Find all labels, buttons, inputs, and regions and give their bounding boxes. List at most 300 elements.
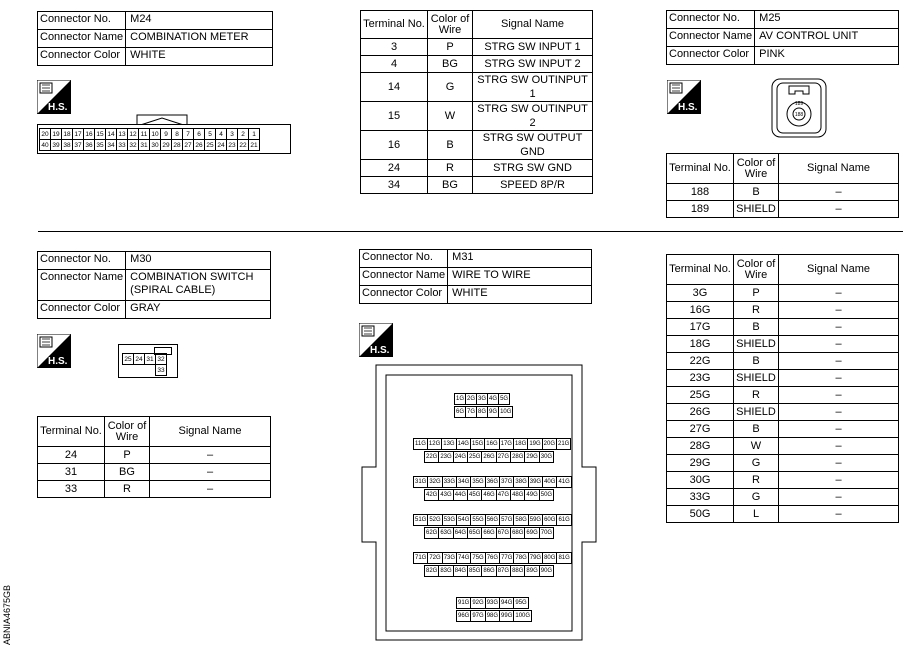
wire-color-cell: BG — [428, 56, 473, 73]
terminal-cell: 14 — [361, 73, 428, 102]
pin: 71G — [413, 552, 428, 564]
pin: 76G — [485, 552, 500, 564]
wire-color-cell: W — [428, 102, 473, 131]
pin: 19G — [527, 438, 542, 450]
pin: 17 — [74, 130, 82, 138]
pin: 29 — [162, 141, 170, 149]
wire-color-cell: R — [734, 302, 779, 319]
pin: 31G — [413, 476, 428, 488]
pin: 25 — [206, 141, 214, 149]
pin: 88G — [510, 565, 525, 577]
signal-name-cell: – — [779, 336, 899, 353]
pin: 22 — [239, 141, 247, 149]
table-row — [667, 438, 899, 455]
pin: 8 — [172, 129, 183, 140]
pin: 15 — [96, 130, 104, 138]
col-terminal: Terminal No. — [38, 417, 105, 447]
wire-color-cell: SHIELD — [734, 404, 779, 421]
pin: 24 — [217, 141, 225, 149]
col-color: Color of Wire — [105, 417, 150, 447]
pin: 89G — [524, 565, 539, 577]
hs-harness-icon — [37, 80, 71, 114]
pin: 11G — [413, 438, 428, 450]
info-label: Connector Color — [667, 47, 755, 65]
pin: 95G — [513, 597, 528, 609]
pin: 49G — [524, 489, 539, 501]
wire-color-cell: B — [734, 319, 779, 336]
wire-color-cell: B — [734, 184, 779, 201]
pin: 39G — [528, 476, 543, 488]
pin: 54G — [456, 514, 471, 526]
signal-name-cell: – — [779, 438, 899, 455]
pin: 23 — [228, 141, 236, 149]
pin: 24 — [135, 355, 143, 363]
terminal-cell: 18G — [667, 336, 734, 353]
signal-name-cell: – — [779, 285, 899, 302]
signal-name-cell: STRG SW OUTINPUT 1 — [473, 73, 593, 102]
pin: 33 — [157, 366, 165, 374]
pin: 6G — [454, 406, 466, 418]
info-value: M25 — [755, 11, 899, 29]
col-color: Color of Wire — [734, 154, 779, 184]
pin: 27 — [184, 141, 192, 149]
signal-name-cell: – — [150, 447, 271, 464]
pin: 51G — [413, 514, 428, 526]
col-signal: Signal Name — [473, 11, 593, 39]
pin: 13G — [441, 438, 456, 450]
pin-row — [424, 521, 553, 539]
wire-color-cell: P — [428, 39, 473, 56]
pin: 36G — [485, 476, 500, 488]
table-row — [667, 336, 899, 353]
terminal-cell: 24 — [361, 160, 428, 177]
terminal-cell: 33 — [38, 481, 105, 498]
wire-color-cell: R — [428, 160, 473, 177]
terminal-cell: 188 — [667, 184, 734, 201]
terminal-cell: 29G — [667, 455, 734, 472]
pin: 86G — [481, 565, 496, 577]
wire-color-cell: R — [105, 481, 150, 498]
terminal-cell: 34 — [361, 177, 428, 194]
hs-harness-icon — [359, 323, 393, 357]
table-row — [667, 489, 899, 506]
pin: 73G — [442, 552, 457, 564]
pin: 93G — [485, 597, 500, 609]
info-label: Connector No. — [667, 11, 755, 29]
pin: 4 — [216, 129, 227, 140]
pin: 37G — [499, 476, 514, 488]
info-value: COMBINATION SWITCH (SPIRAL CABLE) — [126, 270, 271, 301]
pin: 58G — [513, 514, 528, 526]
info-value: WHITE — [126, 48, 273, 66]
pin: 25 — [124, 355, 132, 363]
pin: 28G — [510, 451, 525, 463]
signal-name-cell: – — [779, 184, 899, 201]
pin: 1G — [454, 393, 466, 405]
wire-color-cell: W — [734, 438, 779, 455]
col-terminal: Terminal No. — [667, 154, 734, 184]
info-value: PINK — [755, 47, 899, 65]
pin: 14G — [456, 438, 471, 450]
terminal-cell: 17G — [667, 319, 734, 336]
pin: 24G — [453, 451, 468, 463]
pin: 92G — [470, 597, 485, 609]
pin: 23G — [438, 451, 453, 463]
pin: 94G — [499, 597, 514, 609]
table-row — [361, 131, 593, 160]
pin: 97G — [470, 610, 485, 622]
pin: 14 — [107, 130, 115, 138]
hs-harness-icon — [667, 80, 701, 114]
info-value: COMBINATION METER — [126, 30, 273, 48]
pin: 50G — [539, 489, 554, 501]
table-row — [38, 481, 271, 498]
pin: 8G — [476, 406, 488, 418]
pin: 98G — [485, 610, 500, 622]
terminal-table-m24 — [360, 10, 593, 194]
wire-color-cell: G — [734, 489, 779, 506]
pin-row — [424, 445, 553, 463]
connector-face-m31 — [360, 362, 598, 644]
pin: 37 — [74, 141, 82, 149]
connector-info-m25 — [666, 10, 899, 65]
pin: 3 — [227, 129, 238, 140]
signal-name-cell: – — [779, 489, 899, 506]
signal-name-cell: – — [779, 201, 899, 218]
terminal-cell: 23G — [667, 370, 734, 387]
pin: 52G — [427, 514, 442, 526]
terminal-table-m25 — [666, 153, 899, 218]
signal-name-cell: – — [150, 481, 271, 498]
pin: 17G — [499, 438, 514, 450]
pin-188: 188 — [794, 112, 804, 118]
pin: 57G — [499, 514, 514, 526]
pin: 83G — [438, 565, 453, 577]
hs-label: H.S. — [48, 356, 68, 367]
pin: 100G — [513, 610, 532, 622]
pin: 16 — [85, 130, 93, 138]
pin: 53G — [442, 514, 457, 526]
table-row — [667, 421, 899, 438]
pin: 7 — [183, 129, 194, 140]
pin: 72G — [427, 552, 442, 564]
connector-info-m31 — [359, 249, 592, 304]
pin: 55G — [470, 514, 485, 526]
pin: 2 — [238, 129, 249, 140]
pin: 80G — [542, 552, 557, 564]
wire-color-cell: BG — [105, 464, 150, 481]
section-divider — [38, 231, 903, 232]
table-row — [38, 447, 271, 464]
terminal-cell: 15 — [361, 102, 428, 131]
table-row — [667, 472, 899, 489]
pin: 39 — [52, 141, 60, 149]
pin: 16G — [484, 438, 499, 450]
pin: 3G — [476, 393, 488, 405]
pin-row — [454, 400, 512, 418]
pin: 40G — [542, 476, 557, 488]
wire-color-cell: R — [734, 387, 779, 404]
connector-face-m25 — [771, 78, 827, 138]
signal-name-cell: SPEED 8P/R — [473, 177, 593, 194]
terminal-cell: 25G — [667, 387, 734, 404]
pin: 45G — [467, 489, 482, 501]
pin: 32 — [157, 355, 165, 363]
figure-code: ABNIA4675GB — [2, 585, 12, 646]
table-row — [667, 370, 899, 387]
wire-color-cell: R — [734, 472, 779, 489]
pin: 13 — [118, 130, 126, 138]
wire-color-cell: L — [734, 506, 779, 523]
pin: 5G — [498, 393, 510, 405]
table-row — [667, 302, 899, 319]
terminal-cell: 31 — [38, 464, 105, 481]
info-label: Connector Color — [38, 301, 126, 319]
pin: 12 — [129, 130, 137, 138]
pin: 62G — [424, 527, 439, 539]
signal-name-cell: – — [779, 404, 899, 421]
pin: 6 — [194, 129, 205, 140]
pin: 11 — [139, 129, 150, 140]
pin: 9 — [161, 129, 172, 140]
wire-color-cell: B — [734, 353, 779, 370]
wire-color-cell: G — [428, 73, 473, 102]
col-signal: Signal Name — [779, 255, 899, 285]
pin: 90G — [539, 565, 554, 577]
pin: 10 — [151, 130, 159, 138]
pin: 5 — [205, 129, 216, 140]
table-row — [667, 404, 899, 421]
pin: 38G — [513, 476, 528, 488]
terminal-cell: 33G — [667, 489, 734, 506]
table-row — [361, 177, 593, 194]
info-label: Connector Color — [360, 286, 448, 304]
info-value: WIRE TO WIRE — [448, 268, 592, 286]
table-row — [361, 102, 593, 131]
table-row — [667, 285, 899, 302]
table-row — [667, 455, 899, 472]
wire-color-cell: SHIELD — [734, 201, 779, 218]
terminal-cell: 3G — [667, 285, 734, 302]
col-terminal: Terminal No. — [667, 255, 734, 285]
table-row — [361, 160, 593, 177]
pin: 30G — [539, 451, 554, 463]
terminal-cell: 16 — [361, 131, 428, 160]
terminal-table-m31 — [666, 254, 899, 523]
pin: 1 — [249, 129, 260, 140]
pin: 48G — [510, 489, 525, 501]
terminal-cell: 4 — [361, 56, 428, 73]
signal-name-cell: – — [779, 353, 899, 370]
hs-label: H.S. — [678, 102, 698, 113]
pin: 79G — [528, 552, 543, 564]
info-label: Connector Name — [360, 268, 448, 286]
info-label: Connector Color — [38, 48, 126, 66]
pin: 33G — [442, 476, 457, 488]
hs-label: H.S. — [370, 345, 390, 356]
pin: 18G — [513, 438, 528, 450]
pin: 26 — [195, 141, 203, 149]
signal-name-cell: – — [779, 421, 899, 438]
pin: 21G — [556, 438, 571, 450]
signal-name-cell: – — [779, 302, 899, 319]
pin-grid-m24 — [39, 128, 260, 151]
pin: 66G — [481, 527, 496, 539]
pin: 61G — [556, 514, 571, 526]
signal-name-cell: – — [779, 455, 899, 472]
pin: 67G — [496, 527, 511, 539]
terminal-cell: 3 — [361, 39, 428, 56]
table-row — [667, 319, 899, 336]
pin: 28 — [173, 141, 181, 149]
signal-name-cell: – — [150, 464, 271, 481]
table-row — [361, 56, 593, 73]
pin: 84G — [453, 565, 468, 577]
col-signal: Signal Name — [779, 154, 899, 184]
pin: 4G — [487, 393, 499, 405]
pin: 46G — [481, 489, 496, 501]
pin: 35G — [470, 476, 485, 488]
wire-color-cell: B — [734, 421, 779, 438]
hs-harness-icon — [37, 334, 71, 368]
pin: 78G — [513, 552, 528, 564]
pin: 25G — [467, 451, 482, 463]
pin: 59G — [528, 514, 543, 526]
table-row — [667, 201, 899, 218]
pin: 65G — [467, 527, 482, 539]
pin: 34G — [456, 476, 471, 488]
pin: 43G — [438, 489, 453, 501]
signal-name-cell: STRG SW INPUT 1 — [473, 39, 593, 56]
signal-name-cell: – — [779, 370, 899, 387]
pin: 26G — [481, 451, 496, 463]
signal-name-cell: STRG SW INPUT 2 — [473, 56, 593, 73]
terminal-cell: 50G — [667, 506, 734, 523]
info-value: WHITE — [448, 286, 592, 304]
col-signal: Signal Name — [150, 417, 271, 447]
pin: 10G — [498, 406, 513, 418]
wire-color-cell: SHIELD — [734, 370, 779, 387]
pin-189: 189 — [794, 101, 804, 107]
pin: 2G — [465, 393, 477, 405]
pin: 22G — [424, 451, 439, 463]
pin: 74G — [456, 552, 471, 564]
info-value: AV CONTROL UNIT — [755, 29, 899, 47]
pin: 68G — [510, 527, 525, 539]
table-row — [361, 73, 593, 102]
wire-color-cell: P — [105, 447, 150, 464]
pin: 56G — [485, 514, 500, 526]
pin: 31 — [140, 141, 148, 149]
col-color: Color of Wire — [428, 11, 473, 39]
pin: 63G — [438, 527, 453, 539]
pin: 30 — [151, 141, 159, 149]
table-row — [667, 506, 899, 523]
pin: 60G — [542, 514, 557, 526]
pin: 82G — [424, 565, 439, 577]
pin: 96G — [456, 610, 471, 622]
terminal-cell: 24 — [38, 447, 105, 464]
pin: 19 — [52, 130, 60, 138]
pin: 64G — [453, 527, 468, 539]
terminal-cell: 189 — [667, 201, 734, 218]
pin: 27G — [496, 451, 511, 463]
pin: 70G — [539, 527, 554, 539]
connector-face-m24 — [37, 110, 291, 154]
pin: 41G — [556, 476, 571, 488]
signal-name-cell: STRG SW GND — [473, 160, 593, 177]
pin: 29G — [524, 451, 539, 463]
connector-info-m24 — [37, 11, 273, 66]
pin-grid-m30 — [122, 353, 167, 376]
signal-name-cell: – — [779, 506, 899, 523]
wire-color-cell: G — [734, 455, 779, 472]
info-label: Connector Name — [38, 30, 126, 48]
pin: 12G — [427, 438, 442, 450]
pin-row — [424, 559, 553, 577]
info-value: M30 — [126, 252, 271, 270]
signal-name-cell: – — [779, 472, 899, 489]
pin: 18 — [63, 130, 71, 138]
pin: 32 — [129, 141, 137, 149]
pin: 40 — [41, 141, 49, 149]
wire-color-cell: BG — [428, 177, 473, 194]
pin: 36 — [85, 141, 93, 149]
pin: 44G — [453, 489, 468, 501]
signal-name-cell: STRG SW OUTPUT GND — [473, 131, 593, 160]
table-row — [667, 387, 899, 404]
pin: 77G — [499, 552, 514, 564]
terminal-cell: 28G — [667, 438, 734, 455]
wire-color-cell: P — [734, 285, 779, 302]
pin: 47G — [496, 489, 511, 501]
pin: 32G — [427, 476, 442, 488]
pin: 33 — [118, 141, 126, 149]
info-label: Connector No. — [38, 252, 126, 270]
pin: 34 — [107, 141, 115, 149]
pin-row — [456, 604, 531, 622]
pin: 35 — [96, 141, 104, 149]
pin: 87G — [496, 565, 511, 577]
hs-label: H.S. — [48, 102, 68, 113]
table-row — [38, 464, 271, 481]
pin: 42G — [424, 489, 439, 501]
wire-color-cell: B — [428, 131, 473, 160]
pin: 7G — [465, 406, 477, 418]
terminal-cell: 16G — [667, 302, 734, 319]
info-value: M24 — [126, 12, 273, 30]
pin: 85G — [467, 565, 482, 577]
info-value: M31 — [448, 250, 592, 268]
connector-info-m30 — [37, 251, 271, 319]
info-label: Connector No. — [38, 12, 126, 30]
table-row — [361, 39, 593, 56]
terminal-cell: 22G — [667, 353, 734, 370]
info-label: Connector No. — [360, 250, 448, 268]
pin: 31 — [146, 355, 154, 363]
terminal-cell: 30G — [667, 472, 734, 489]
terminal-cell: 27G — [667, 421, 734, 438]
pin: 9G — [487, 406, 499, 418]
pin: 21 — [250, 141, 258, 149]
terminal-table-m30 — [37, 416, 271, 498]
table-row — [667, 353, 899, 370]
col-terminal: Terminal No. — [361, 11, 428, 39]
pin: 69G — [524, 527, 539, 539]
col-color: Color of Wire — [734, 255, 779, 285]
info-label: Connector Name — [38, 270, 126, 301]
signal-name-cell: – — [779, 387, 899, 404]
